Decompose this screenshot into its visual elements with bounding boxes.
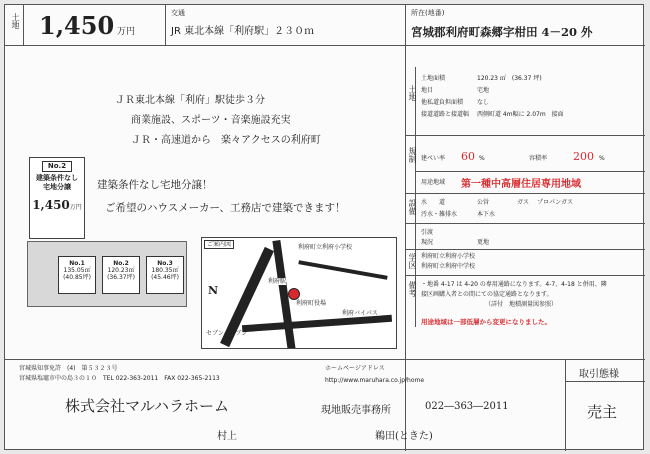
promo-headline-2: ご希望のハウスメーカー、工務店で建築できます！: [105, 202, 346, 214]
lot-1-tsubo: (40.85坪): [63, 274, 91, 282]
map-label-city: 利府町役場: [296, 300, 327, 307]
lot-3: [146, 256, 184, 294]
genkyo-value: 更地: [477, 239, 490, 246]
road-value: 西側町道 4m幅に 2.07m 接面: [477, 111, 564, 118]
staff-2: 鵜田(ときた): [375, 431, 433, 442]
access-map: [201, 237, 397, 349]
gas-value: プロパンガス: [537, 199, 574, 206]
road-side: [298, 260, 387, 280]
note-line-1: ・地番 4-17 は 4-20 の専用通路になります。4-7、4-18 と併用、隣: [421, 281, 607, 288]
area-value: 120.23 ㎡ (36.37 坪): [477, 75, 542, 82]
lot-2-tsubo: (36.37坪): [107, 274, 135, 282]
note-line-4: 用途地域は一部低層から変更になりました。: [421, 318, 551, 326]
map-label-station: 利府駅: [268, 278, 287, 285]
area-label: 土地面積: [421, 75, 446, 82]
torihiki-label: 取引態様: [579, 369, 619, 380]
hikiwatashi-label: 引渡: [421, 229, 434, 236]
lot-1-area: 135.05㎡: [63, 267, 91, 275]
section-notes: 備考: [408, 281, 417, 297]
chimoku-value: 宅地: [477, 87, 490, 94]
section-land: 土地: [408, 85, 417, 101]
badge-price: 1,450: [32, 198, 70, 213]
land-label: 土地: [11, 13, 20, 29]
map-label-seven: セブンイレブン: [206, 330, 248, 337]
chimoku-label: 地目: [421, 87, 434, 94]
property-flyer: [4, 4, 644, 450]
youto-value: 第一種中高層住居専用地域: [461, 179, 581, 190]
promo-line-1: ＪＲ東北本線「利府」駅徒歩３分: [115, 95, 265, 106]
lot-1: [58, 256, 96, 294]
price-badge: [29, 157, 85, 239]
badge-number: No.2: [42, 161, 72, 172]
note-line-3: （詳付 地積測量図参照）: [485, 301, 558, 308]
badge-unit: 万円: [69, 204, 82, 212]
lot-3-tsubo: (45.46坪): [151, 274, 179, 282]
promo-headline-1: 建築条件なし宅地分譲！: [97, 179, 213, 191]
kenpei-value: 60: [461, 150, 475, 163]
traffic-label: 交通: [171, 9, 185, 17]
office-tel: 022―363―2011: [425, 401, 509, 412]
promo-line-3: ＪＲ・高速道から 楽々アクセスの利府町: [131, 135, 321, 146]
map-label-school: 利府町立利府小学校: [298, 244, 353, 251]
section-facilities: 設備: [408, 199, 417, 215]
lot-1-no: No.1: [69, 260, 85, 267]
north-arrow: N: [208, 284, 219, 297]
company-address: 宮城県塩竈市中の島３の１０ TEL 022-363-2011 FAX 022-365-2113: [19, 375, 220, 382]
homepage-url[interactable]: http://www.maruhara.co.jp/home: [325, 377, 425, 384]
yoseki-value: 200: [573, 150, 594, 163]
other-value: なし: [477, 99, 490, 106]
price-unit: 万円: [117, 27, 136, 37]
lot-2: [102, 256, 140, 294]
school-elementary: 利府町立利府小学校: [421, 253, 476, 260]
youto-label: 用途地域: [421, 179, 446, 186]
company-name: 株式会社マルハラホーム: [65, 397, 229, 415]
yoseki-label: 容積率: [529, 155, 548, 162]
map-title: ご案内図: [204, 240, 234, 249]
yoseki-pct: %: [599, 155, 605, 162]
homepage-label: ホームページアドレス: [325, 365, 385, 372]
staff-1: 村上: [217, 431, 237, 442]
kenpei-pct: %: [479, 155, 485, 162]
traffic-value: JR 東北本線「利府駅」２３０ｍ: [171, 26, 315, 37]
other-label: 他私道負担面積: [421, 99, 464, 106]
gas-label: ガス: [517, 199, 530, 206]
location-label: 所在(地番): [411, 9, 445, 17]
price-value: 1,450: [39, 11, 115, 40]
water-label: 水 道: [421, 199, 446, 206]
school-junior: 利府町立利府中学校: [421, 263, 476, 270]
promo-line-2: 商業施設、スポーツ・音楽施設充実: [131, 115, 291, 126]
torihiki-value: 売主: [587, 403, 618, 421]
badge-title-2: 宅地分譲: [43, 182, 71, 191]
map-label-bypass: 利府バイパス: [342, 310, 378, 317]
drain-value: 本下水: [477, 211, 496, 218]
site-marker: [288, 288, 300, 300]
water-value: 公営: [477, 199, 490, 206]
lot-plan: [27, 241, 187, 307]
lot-3-area: 180.35㎡: [151, 267, 179, 275]
road-bypass: [242, 315, 392, 332]
note-line-2: 接区画購入者との間にての協定通路となります。: [421, 291, 553, 298]
license-number: 宮城県知事免許 (4) 第５３２３号: [19, 365, 118, 372]
road-label: 接道道路と接道幅: [421, 111, 470, 118]
genkyo-label: 現況: [421, 239, 434, 246]
section-school: 学区: [408, 253, 417, 269]
kenpei-label: 建ぺい率: [421, 155, 446, 162]
section-regulation: 規制: [408, 147, 417, 163]
drain-label: 汚水・雑排水: [421, 211, 458, 218]
office-label: 現地販売事務所: [321, 405, 391, 416]
badge-title-1: 建築条件なし: [36, 173, 78, 182]
lot-2-area: 120.23㎡: [107, 267, 135, 275]
lot-3-no: No.3: [157, 260, 173, 267]
lot-2-no: No.2: [113, 260, 129, 267]
location-value: 宮城郡利府町森郷字柑田 4－20 外: [411, 25, 593, 39]
